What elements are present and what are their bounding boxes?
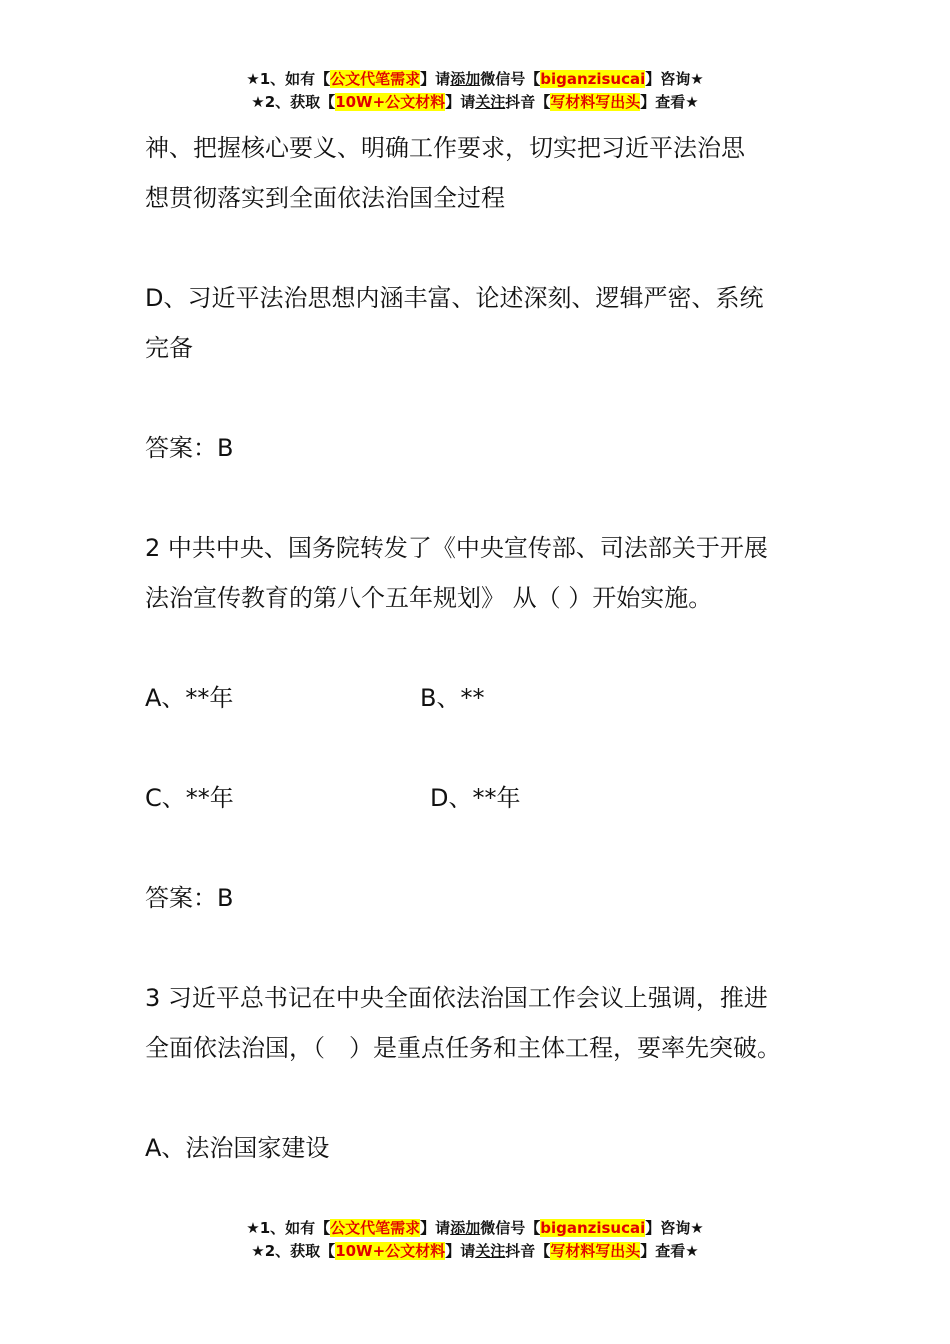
banner-text: 微信号【	[480, 70, 541, 88]
option-b: B、**	[420, 684, 485, 712]
option-a: A、法治国家建设	[145, 1134, 330, 1162]
banner-text: ★1、如有【	[246, 1219, 331, 1237]
paragraph-continuation: 神、把握核心要义、明确工作要求，切实把习近平法治思	[145, 134, 745, 162]
banner-text: 】请	[445, 1242, 476, 1260]
banner-text: 抖音【	[505, 93, 551, 111]
question-2-options-ab	[145, 673, 825, 723]
option-c: C、**年	[145, 784, 234, 812]
question-3: 3 习近平总书记在中央全面依法治国工作会议上强调，推进	[145, 984, 768, 1012]
option-a: A、**年	[145, 684, 234, 712]
banner-text: 微信号【	[480, 1219, 541, 1237]
banner-highlight: 公文代笔需求	[330, 1219, 421, 1237]
answer-2: 答案：B	[145, 884, 234, 912]
option-d: D、习近平法治思想内涵丰富、论述深刻、逻辑严密、系统	[145, 284, 764, 312]
banner-text: ★2、获取【	[251, 93, 336, 111]
banner-text: 】查看★	[640, 93, 699, 111]
option-d-continuation: 完备	[145, 334, 193, 362]
answer-1: 答案：B	[145, 434, 234, 462]
banner-underline: 关注	[475, 93, 506, 111]
banner-text: 】咨询★	[645, 1219, 704, 1237]
banner-highlight: biganzisucai	[540, 1219, 646, 1237]
question-2-options-cd	[145, 773, 825, 823]
paragraph-continuation: 想贯彻落实到全面依法治国全过程	[145, 184, 505, 212]
banner-line-2	[0, 91, 950, 114]
banner-text: 】请	[420, 70, 451, 88]
banner-highlight: 写材料写出头	[550, 1242, 641, 1260]
footer-banner	[0, 1217, 950, 1263]
banner-highlight: 10W+公文材料	[335, 93, 446, 111]
option-d: D、**年	[430, 784, 521, 812]
question-3-continuation: 全面依法治国，（ ）是重点任务和主体工程，要率先突破。	[145, 1034, 781, 1062]
banner-line-1	[0, 1217, 950, 1240]
banner-underline: 添加	[450, 70, 481, 88]
banner-line-2	[0, 1240, 950, 1263]
banner-text: 】咨询★	[645, 70, 704, 88]
banner-text: ★1、如有【	[246, 70, 331, 88]
header-banner	[0, 68, 950, 114]
banner-text: 】查看★	[640, 1242, 699, 1260]
banner-highlight: biganzisucai	[540, 70, 646, 88]
question-2-continuation: 法治宣传教育的第八个五年规划》 从（ ）开始实施。	[145, 584, 713, 612]
banner-text: ★2、获取【	[251, 1242, 336, 1260]
question-2: 2 中共中央、国务院转发了《中央宣传部、司法部关于开展	[145, 534, 768, 562]
banner-text: 】请	[445, 93, 476, 111]
banner-line-1	[0, 68, 950, 91]
banner-highlight: 公文代笔需求	[330, 70, 421, 88]
banner-text: 】请	[420, 1219, 451, 1237]
document-body	[145, 123, 825, 1173]
banner-underline: 添加	[450, 1219, 481, 1237]
banner-underline: 关注	[475, 1242, 506, 1260]
banner-text: 抖音【	[505, 1242, 551, 1260]
banner-highlight: 写材料写出头	[550, 93, 641, 111]
banner-highlight: 10W+公文材料	[335, 1242, 446, 1260]
